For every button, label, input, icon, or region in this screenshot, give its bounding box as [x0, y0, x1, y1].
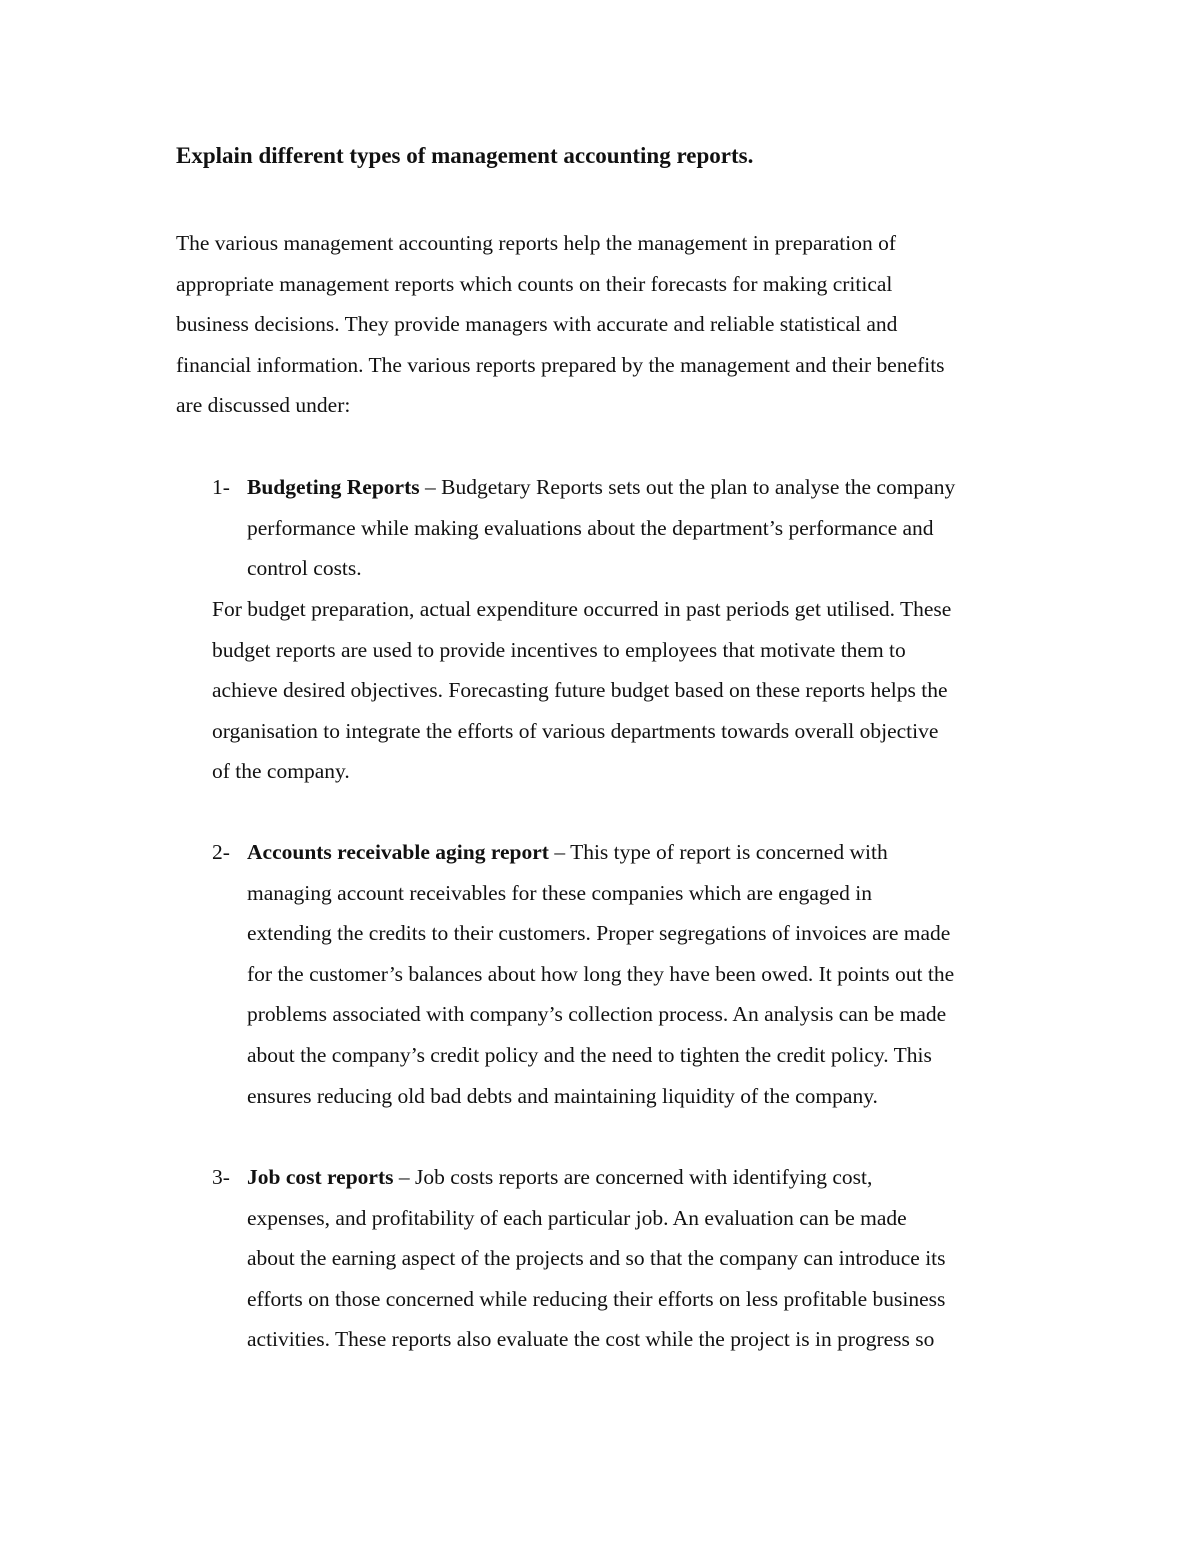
text-line: of the company.: [212, 759, 350, 784]
text-line: managing account receivables for these companies which are engaged in: [247, 880, 873, 905]
item-text: – Budgetary Reports sets out the plan to analyse the company: [419, 475, 956, 499]
text-line: about the earning aspect of the projects and so that the company can introduce its: [247, 1246, 946, 1271]
text-line: organisation to integrate the efforts of various departments towards overall objective: [212, 718, 939, 743]
item-label: Accounts receivable aging report: [247, 840, 549, 864]
text-line: for the customer’s balances about how long they have been owed. It points out the: [247, 961, 955, 986]
text-line: about the company’s credit policy and the need to tighten the credit policy. This: [247, 1042, 932, 1067]
item-text: – Job costs reports are concerned with identifying cost,: [393, 1165, 873, 1189]
text-line: performance while making evaluations about the department’s performance and: [247, 515, 934, 540]
text-line: appropriate management reports which counts on their forecasts for making critical: [176, 271, 893, 296]
list-number: 2-: [212, 840, 230, 864]
text-line: expenses, and profitability of each particular job. An evaluation can be made: [247, 1205, 907, 1230]
text-line: control costs.: [247, 556, 362, 581]
item-text: – This type of report is concerned with: [548, 840, 888, 864]
text-line: achieve desired objectives. Forecasting future budget based on these reports helps the: [212, 678, 948, 703]
list-number: 3-: [212, 1165, 230, 1189]
text-line: activities. These reports also evaluate the cost while the project is in progress so: [247, 1327, 935, 1352]
text-line: problems associated with company’s collection process. An analysis can be made: [247, 1002, 947, 1027]
text-line: financial information. The various reports prepared by the management and their benefits: [176, 352, 945, 377]
text-line: budget reports are used to provide incentives to employees that motivate them to: [212, 637, 906, 662]
item-label: Budgeting Reports: [247, 475, 420, 499]
list-item-receivable-aging: [212, 832, 955, 1116]
text-line: For budget preparation, actual expenditure occurred in past periods get utilised. These: [212, 597, 952, 621]
text-line: ensures reducing old bad debts and maintaining liquidity of the company.: [247, 1083, 878, 1108]
list-item-budgeting: [212, 467, 956, 589]
text-line: extending the credits to their customers. Proper segregations of invoices are made: [247, 921, 951, 946]
text-line: are discussed under:: [176, 393, 351, 418]
intro-paragraph: [176, 223, 945, 426]
document-title: Explain different types of management accounting reports.: [176, 143, 754, 168]
text-line: efforts on those concerned while reducing their efforts on less profitable business: [247, 1286, 946, 1311]
text-line: business decisions. They provide managers with accurate and reliable statistical and: [176, 312, 898, 337]
list-item-job-cost: [212, 1157, 946, 1360]
text-line: The various management accounting reports help the management in preparation of: [176, 231, 896, 255]
item-label: Job cost reports: [247, 1165, 394, 1189]
list-number: 1-: [212, 475, 230, 499]
budget-paragraph: [212, 589, 951, 792]
